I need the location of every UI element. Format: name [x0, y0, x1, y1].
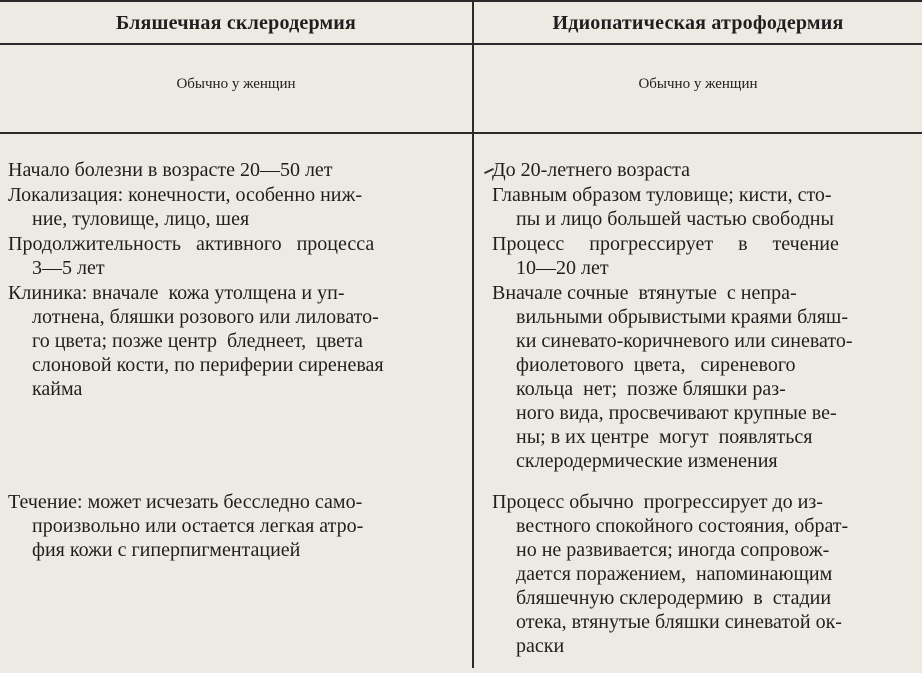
text-line: Продолжительность активного процесса [8, 233, 375, 255]
header-right: Идиопатическая атрофодермия [552, 11, 844, 34]
header-rule [0, 43, 922, 45]
text-line: склеродермические изменения [516, 450, 778, 472]
text-line: ки синевато-коричневого или синевато- [516, 330, 853, 352]
text-line: отека, втянутые бляшки синеватой ок- [516, 611, 842, 633]
text-line: Вначале сочные втянутые с непра- [492, 282, 797, 304]
text-line: слоновой кости, по периферии сиреневая [32, 354, 384, 376]
text-line: пы и лицо большей частью свободны [516, 208, 834, 230]
text-line: ние, туловище, лицо, шея [32, 208, 250, 230]
text-line: кайма [32, 378, 83, 400]
text-line: Процесс прогрессирует в течение [492, 233, 839, 255]
text-line: Главным образом туловище; кисти, сто- [492, 184, 832, 206]
right-clinic [492, 281, 912, 473]
text-line: вестного спокойного состояния, обрат- [516, 515, 849, 537]
subheader-rule [0, 132, 922, 134]
right-onset [492, 158, 912, 182]
left-course [8, 490, 460, 562]
subheader-left: Обычно у женщин [176, 76, 296, 92]
text-line: Клиника: вначале кожа утолщена и уп- [8, 282, 345, 304]
left-column [8, 158, 460, 658]
text-line: Начало болезни в возрасте 20—50 лет [8, 159, 333, 181]
text-line: Локализация: конечности, особенно ниж- [8, 184, 362, 206]
text-line: произвольно или остается легкая атро- [32, 515, 364, 537]
subheader-right: Обычно у женщин [638, 76, 758, 92]
text-line: 3—5 лет [32, 257, 105, 279]
text-line: фия кожи с гиперпигментацией [32, 539, 301, 561]
text-line: Процесс обычно прогрессирует до из- [492, 491, 823, 513]
text-line: дается поражением, напоминающим [516, 563, 833, 585]
text-line: 10—20 лет [516, 257, 609, 279]
right-course [492, 490, 912, 658]
text-line: фиолетового цвета, сиреневого [516, 354, 796, 376]
header-left: Бляшечная склеродермия [115, 11, 357, 34]
top-rule [0, 0, 922, 2]
text-line: ного вида, просвечивают крупные ве- [516, 402, 837, 424]
text-line: но не развивается; иногда сопровож- [516, 539, 830, 561]
text-line: вильными обрывистыми краями бляш- [516, 306, 848, 328]
right-duration [492, 232, 912, 280]
left-onset [8, 158, 460, 182]
right-localization [492, 183, 912, 231]
text-line: лотнена, бляшки розового или лиловато- [32, 306, 379, 328]
text-line: ны; в их центре могут появляться [516, 426, 813, 448]
left-duration [8, 232, 460, 280]
left-clinic [8, 281, 460, 401]
left-localization [8, 183, 460, 231]
text-line: бляшечную склеродермию в стадии [516, 587, 832, 609]
text-line: До 20-летнего возраста [492, 159, 691, 181]
text-line: раски [516, 635, 565, 657]
text-line: го цвета; позже центр бледнеет, цвета [32, 330, 363, 352]
right-column [492, 158, 912, 658]
text-line: кольца нет; позже бляшки раз- [516, 378, 786, 400]
text-line: Течение: может исчезать бесследно само- [8, 491, 363, 513]
column-divider [472, 0, 474, 668]
